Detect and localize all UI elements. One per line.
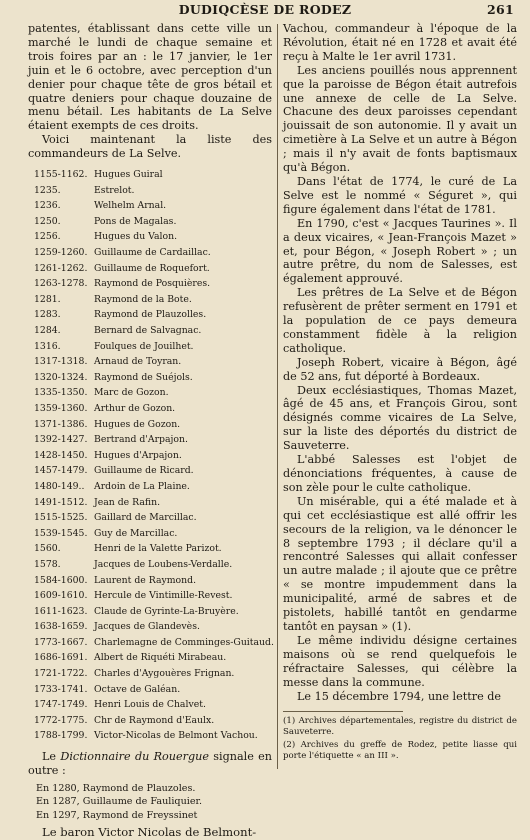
commander-years: 1392-1427. [34, 434, 88, 446]
commander-name: Charlemagne de Comminges-Guitaud. [94, 636, 274, 648]
commander-name: Hugues de Gozon. [94, 418, 181, 430]
commander-name: Raymond de Suéjols. [94, 371, 193, 383]
commander-entry [34, 214, 272, 230]
commander-years: 1359-1360. [34, 402, 88, 414]
commander-years: 1772-1775. [34, 714, 88, 726]
paragraph-baron: Le baron Victor Nicolas de Belmont- [42, 825, 257, 840]
commander-years: 1788-1799. [34, 730, 88, 742]
commander-years: 1256. [34, 231, 61, 243]
commander-name: Pons de Magalas. [94, 215, 177, 227]
running-header [0, 2, 530, 20]
commander-name: Laurent de Raymond. [94, 574, 197, 586]
paragraph: Dans l'état de 1774, le curé de La Selve est le nommé « Séguret », qui figure également dans l'état de 1781. [283, 174, 517, 216]
commander-name: Charles d'Aygouères Frignan. [94, 668, 235, 680]
commander-name: Raymond de Plauzolles. [94, 309, 207, 321]
paragraph-list-intro: Voici maintenant la liste des commandeurs de La Selve. [28, 133, 272, 161]
commander-name: Guillaume de Ricard. [94, 465, 194, 477]
commander-name: Gaillard de Marcillac. [94, 512, 197, 524]
dictionnaire-title: Dictionnaire du Rouergue [60, 750, 209, 764]
commander-years: 1638-1659. [34, 621, 88, 633]
commander-entry [34, 713, 272, 729]
commander-years: 1686-1691. [34, 652, 88, 664]
commander-entry [34, 541, 272, 557]
commander-name: Hugues d'Arpajon. [94, 449, 182, 461]
paragraph-dictionnaire [28, 750, 272, 778]
commander-years: 1259-1260. [34, 247, 88, 259]
commander-entry [34, 229, 272, 245]
commander-years: 1560. [34, 543, 61, 555]
paragraph: Les prêtres de La Selve et de Bégon refusèrent de prêter serment en 1791 et la population de ce pays demeura constamment fidèle à la religion catholique. [283, 286, 517, 355]
commander-years: 1747-1749. [34, 699, 88, 711]
right-column [283, 22, 517, 761]
commander-name: Ardoin de La Plaine. [94, 480, 190, 492]
commander-entry [34, 261, 272, 277]
commander-entry [34, 183, 272, 199]
commander-years: 1283. [34, 309, 61, 321]
commander-name: Guillaume de Roquefort. [94, 262, 210, 274]
commander-years: 1611-1623. [34, 605, 88, 617]
commander-name: Arnaud de Toyran. [94, 356, 182, 368]
footnote-rule [283, 711, 403, 712]
commander-name: Arthur de Gozon. [94, 402, 176, 414]
commander-name: Claude de Gyrinte-La-Bruyère. [94, 605, 239, 617]
commander-entry [34, 432, 272, 448]
commander-name: Hugues du Valon. [94, 231, 178, 243]
commander-name: Hugues Guiral [94, 169, 163, 181]
commander-entry [34, 307, 272, 323]
commander-entry [34, 666, 272, 682]
commander-entry [34, 417, 272, 433]
commander-years: 1261-1262. [34, 262, 88, 274]
commander-name: Estrelot. [94, 184, 135, 196]
commander-years: 1250. [34, 215, 61, 227]
commander-entry [34, 588, 272, 604]
commander-entry [34, 510, 272, 526]
commander-name: Marc de Gozon. [94, 387, 169, 399]
paragraph: Le 15 décembre 1794, une lettre de [297, 689, 502, 703]
commander-name: Raymond de Posquières. [94, 278, 211, 290]
commander-years: 1721-1722. [34, 668, 88, 680]
commander-years: 1428-1450. [34, 449, 88, 461]
commander-entry [34, 697, 272, 713]
commander-name: Victor-Nicolas de Belmont Vachou. [94, 730, 258, 742]
commander-entry [34, 448, 272, 464]
commander-name: Guy de Marcillac. [94, 527, 178, 539]
commander-name: Henri Louis de Chalvet. [94, 699, 206, 711]
commander-years: 1584-1600. [34, 574, 88, 586]
commanders-list [34, 167, 272, 744]
paragraph: Deux ecclésiastiques, Thomas Mazet, âgé de 45 ans, et François Girou, sont désignés comme vicaires de La Selve, sur la liste des déportés du district de Sauveterre. [283, 383, 517, 453]
paragraph: En 1790, c'est « Jacques Taurines ». Il a deux vicaires, « Jean-François Mazet » et, pour Bégon, « Joseph Robert » ; un autre prêtre, du nom de Salesses, est également approuvé. [283, 216, 517, 286]
commander-name: Raymond de la Bote. [94, 293, 192, 305]
paragraph-continued: patentes, établissant dans cette ville un marché le lundi de chaque semaine et trois foires par an : le 17 janvier, le 1er juin et le 6 octobre, avec perception d'un denier pour chaque tête de gros bétail et quatre deniers pour chaque douzaine de menu bétail. Les habitants de La Selve étaient exempts de ces droits. [28, 22, 272, 133]
paragraph: Le même individu désigne certaines maisons où se rend quelquefois le réfractaire Salesses, qui célèbre la messe dans la commune. [283, 633, 517, 689]
commander-years: 1491-1512. [34, 496, 88, 508]
commander-entry [34, 276, 272, 292]
commander-years: 1578. [34, 558, 61, 570]
commander-entry [34, 495, 272, 511]
commander-name: Jean de Rafin. [94, 496, 161, 508]
commander-years: 1235. [34, 184, 61, 196]
commander-name: Chr de Raymond d'Eaulx. [94, 714, 215, 726]
column-divider [277, 24, 278, 769]
commander-entry [34, 619, 272, 635]
commander-entry [34, 292, 272, 308]
commander-entry [34, 728, 272, 744]
commander-name: Octave de Galéan. [94, 683, 181, 695]
commander-name: Jacques de Glandevès. [94, 621, 200, 633]
commander-years: 1515-1525. [34, 512, 88, 524]
extra-commander: En 1280, Raymond de Plauzoles. [36, 782, 196, 794]
commander-years: 1733-1741. [34, 683, 88, 695]
commander-years: 1609-1610. [34, 590, 88, 602]
commander-years: 1236. [34, 200, 61, 212]
commander-years: 1335-1350. [34, 387, 88, 399]
commander-years: 1457-1479. [34, 465, 88, 477]
commander-name: Foulques de Jouilhet. [94, 340, 194, 352]
commander-entry [34, 573, 272, 589]
commander-entry [34, 370, 272, 386]
commander-years: 1317-1318. [34, 356, 88, 368]
footnote: (1) Archives départementales, registre du district de Sauveterre. [283, 716, 517, 737]
commander-years: 1371-1386. [34, 418, 88, 430]
paragraph: Joseph Robert, vicaire à Bégon, âgé de 52 ans, fut déporté à Bordeaux. [283, 355, 517, 383]
commander-entry [34, 385, 272, 401]
commander-entry [34, 650, 272, 666]
left-column [28, 22, 272, 840]
dictionnaire-text-post: signale en outre : [28, 750, 272, 777]
commander-entry [34, 167, 272, 183]
paragraph: Vachou, commandeur à l'époque de la Révolution, était né en 1728 et avait été reçu à Malte le 1er avril 1731. [283, 22, 517, 63]
commander-entry [34, 557, 272, 573]
commander-years: 1284. [34, 325, 61, 336]
commander-entry [34, 635, 272, 651]
commander-entry [34, 463, 272, 479]
extra-commander: En 1297, Raymond de Freyssinet [36, 809, 198, 821]
commander-name: Albert de Riquéti Mirabeau. [94, 652, 227, 664]
extra-commanders-list [36, 782, 272, 823]
extra-commander: En 1287, Guillaume de Fauliquier. [36, 796, 203, 808]
commander-years: 1320-1324. [34, 371, 88, 383]
commander-entry [34, 401, 272, 417]
commander-entry [34, 682, 272, 698]
commander-entry [34, 604, 272, 620]
commander-years: 1539-1545. [34, 527, 88, 539]
commander-entry [34, 479, 272, 495]
commander-name: Guillaume de Cardaillac. [94, 247, 211, 259]
commander-years: 1480-149.. [34, 480, 85, 492]
running-title: DUDIQCÈSE DE RODEZ [178, 2, 352, 17]
commander-entry [34, 526, 272, 542]
paragraph: L'abbé Salesses est l'objet de dénonciations fréquentes, à cause de son zèle pour le culte catholique. [283, 453, 517, 494]
footnote: (2) Archives du greffe de Rodez, petite liasse qui porte l'étiquette « an III ». [283, 740, 517, 761]
footnotes [283, 716, 517, 761]
commander-name: Bernard de Salvagnac. [94, 325, 202, 336]
commander-entry [34, 198, 272, 214]
commander-entry [34, 245, 272, 261]
commander-years: 1263-1278. [34, 278, 88, 290]
paragraph: Un misérable, qui a été malade et à qui cet ecclésiastique est allé offrir les secours de la religion, va le dénoncer le 8 septembre 1793 ; il déclare qu'il a rencontré Salesses qui allait confesser un autre malade ; il ajoute que ce prêtre « se montre impudemment dans la municipalité, armé de sabres et de pistolets, habillé tantôt en gendarme tantôt en paysan » (1). [283, 494, 517, 633]
commander-years: 1281. [34, 293, 61, 305]
commander-entry [34, 339, 272, 355]
commander-entry [34, 323, 272, 339]
dictionnaire-text-pre: Le [42, 750, 61, 764]
commander-name: Welhelm Arnal. [94, 200, 167, 212]
commander-name: Jacques de Loubens-Verdalle. [94, 558, 233, 570]
commander-years: 1773-1667. [34, 636, 88, 648]
commander-entry [34, 354, 272, 370]
commander-name: Henri de la Valette Parizot. [94, 543, 222, 555]
commander-years: 1316. [34, 340, 61, 352]
commander-years: 1155-1162. [34, 169, 88, 181]
commander-name: Bertrand d'Arpajon. [94, 434, 188, 446]
page-number: 261 [487, 2, 514, 17]
paragraph: Les anciens pouillés nous apprennent que la paroisse de Bégon était autrefois une annexe de celle de La Selve. Chacune des deux paroisses cependant jouissait de son autonomie. Il y avait un cimetière à La Selve et un autre à Bégon ; mais il n'y avait de fonts baptismaux qu'à Bégon. [283, 63, 517, 175]
commander-name: Hercule de Vintimille-Revest. [94, 590, 233, 602]
